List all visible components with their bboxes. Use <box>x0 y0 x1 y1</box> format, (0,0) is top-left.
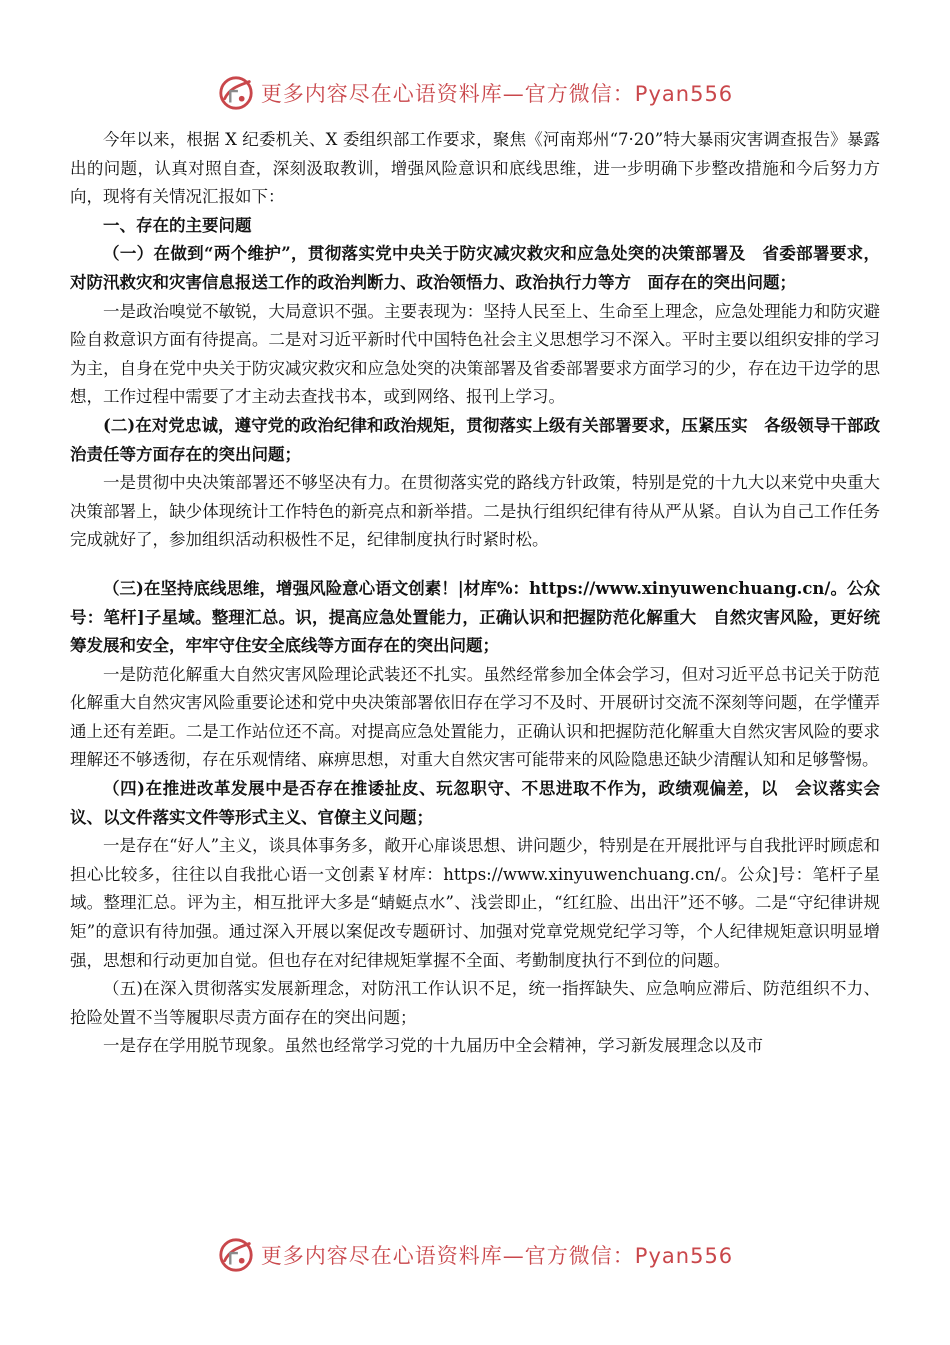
document-body <box>70 126 880 1061</box>
header-banner <box>0 70 950 116</box>
spacer <box>70 555 880 575</box>
section-1-title: 一、存在的主要问题 <box>103 215 252 235</box>
heading-2: (二)在对党忠诚，遵守党的政治纪律和政治规矩，贯彻落实上级有关部署要求，压紧压实 各级领导干部政治责任等方面存在的突出问题； <box>70 415 880 464</box>
paragraph-5: 一是存在学用脱节现象。虽然也经常学习党的十九届历中全会精神，学习新发展理念以及市 <box>103 1036 763 1056</box>
paragraph-4: 一是存在“好人”主义，谈具体事务多，敞开心扉谈思想、讲问题少，特别是在开展批评与自我批评时顾虑和担心比较多，往往以自我批心语一文创素￥材库：https://www.xinyuwenchuang.cn/。公众]号：笔杆子星域。整理汇总。评为主，相互批评大多是“蜻蜓点水”、浅尝即止，“红红脸、出出汗”还不够。二是“守纪律讲规矩”的意识有待加强。通过深入开展以案促改专题研讨、加强对党章党规党纪学习等，个人纪律规矩意识明显增强，思想和行动更加自觉。但也存在对纪律规矩掌握不全面、考勤制度执行不到位的问题。 <box>70 836 880 970</box>
header-banner-text: 更多内容尽在心语资料库—官方微信：Pyan556 <box>260 82 734 106</box>
intro-paragraph: 今年以来，根据 X 纪委机关、X 委组织部工作要求，聚焦《河南郑州“7·20”特大暴雨灾害调查报告》暴露出的问题，认真对照自查，深刻汲取教训，增强风险意识和底线思维，进一步明确下步整改措施和今后努力方向，现将有关情况汇报如下： <box>70 130 880 207</box>
heading-3: （三)在坚持底线思维，增强风险意心语文创素！|材库%：https://www.xinyuwenchuang.cn/。公众号：笔杆]子星域。整理汇总。识，提高应急处置能力，正确认识和把握防范化解重大 自然灾害风险，更好统筹发展和安全，牢牢守住安全底线等方面存在的突出问题； <box>70 578 880 656</box>
heading-4: （四)在推进改革发展中是否存在推诿扯皮、玩忽职守、不思进取不作为，政绩观偏差，以 会议落实会议、以文件落实文件等形式主义、官僚主义问题； <box>70 779 880 827</box>
paragraph-1: 一是政治嗅觉不敏锐，大局意识不强。主要表现为：坚持人民至上、生命至上理念，应急处理能力和防灾避险自救意识方面有待提高。二是对习近平新时代中国特色社会主义思想学习不深入。平时主要以组织安排的学习为主，自身在党中央关于防灾减灾救灾和应急处突的决策部署及省委部署要求方面学习的少，存在边干边学的思想，工作过程中需要了才主动去查找书本，或到网络、报刊上学习。 <box>70 301 880 407</box>
footer-banner-text: 更多内容尽在心语资料库—官方微信：Pyan556 <box>260 1244 734 1268</box>
heading-1: （一）在做到“两个维护”，贯彻落实党中央关于防灾减灾救灾和应急处突的决策部署及 省委部署要求，对防汛救灾和灾害信息报送工作的政治判断力、政治领悟力、政治执行力等方 面存在的突出问题； <box>70 244 880 292</box>
paragraph-2: 一是贯彻中央决策部署还不够坚决有力。在贯彻落实党的路线方针政策，特别是党的十九大以来党中央重大决策部署上，缺少体现统计工作特色的新亮点和新举措。二是执行组织纪律有待从严从紧。自认为自己工作任务完成就好了，参加组织活动积极性不足，纪律制度执行时紧时松。 <box>70 473 880 550</box>
paragraph-3: 一是防范化解重大自然灾害风险理论武装还不扎实。虽然经常参加全体会学习，但对习近平总书记关于防范化解重大自然灾害风险重要论述和党中央决策部署依旧存在学习不及时、开展研讨交流不深刻等问题，在学懂弄通上还有差距。二是工作站位还不高。对提高应急处置能力，正确认识和把握防范化解重大自然灾害风险的要求理解还不够透彻，存在乐观情绪、麻痹思想，对重大自然灾害可能带来的风险隐患还缺少清醒认知和足够警惕。 <box>70 664 880 770</box>
xinyu-logo-icon <box>217 1236 255 1274</box>
xinyu-logo-icon <box>217 74 255 112</box>
heading-5: （五)在深入贯彻落实发展新理念，对防汛工作认识不足，统一指挥缺失、应急响应滞后、防范组织不力、抢险处置不当等履职尽责方面存在的突出问题； <box>70 979 880 1027</box>
footer-banner <box>0 1232 950 1278</box>
